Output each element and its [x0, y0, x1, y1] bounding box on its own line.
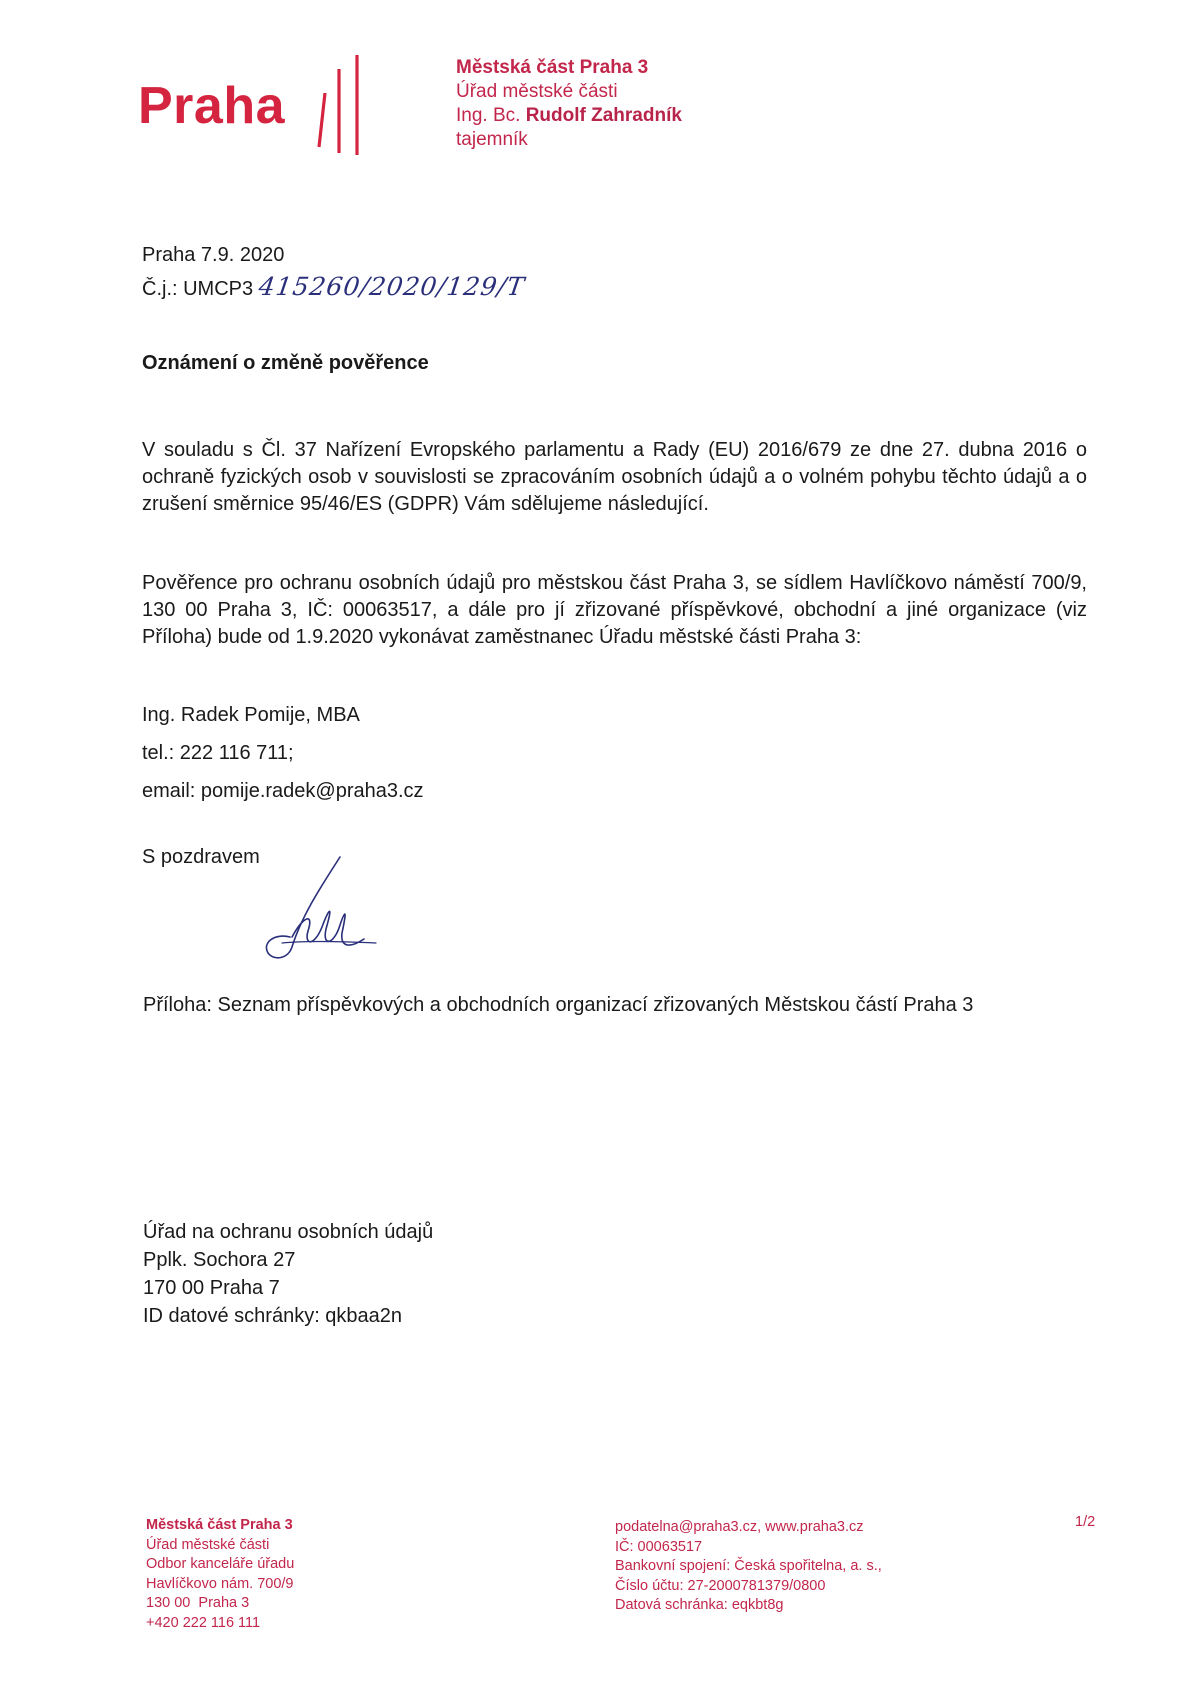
footer-line: Bankovní spojení: Česká spořitelna, a. s., [615, 1558, 882, 1574]
praha-logo-text: Praha [138, 77, 286, 135]
signature-icon [252, 855, 382, 965]
footer-line: Havlíčkovo nám. 700/9 [146, 1575, 294, 1592]
footer-line: Číslo účtu: 27-2000781379/0800 [615, 1577, 826, 1594]
footer-line: Úřad městské části [146, 1536, 270, 1553]
sender-person-prefix: Ing. Bc. [456, 105, 521, 126]
page-number: 1/2 [1075, 1514, 1096, 1530]
footer-line: 130 00 Praha 3 [146, 1595, 250, 1611]
praha-logo-bars-icon [305, 55, 365, 155]
recipient-address [143, 1218, 433, 1330]
contact-name: Ing. Radek Pomije, MBA [142, 704, 360, 726]
footer-org: Městská část Praha 3 [146, 1517, 293, 1533]
footer-line: IČ: 00063517 [615, 1538, 703, 1555]
sender-block [456, 56, 682, 152]
sender-org: Městská část Praha 3 [456, 57, 649, 78]
letter-date: Praha 7.9. 2020 [142, 244, 285, 266]
greeting: S pozdravem [142, 846, 260, 868]
recipient-line: ID datové schránky: qkbaa2n [143, 1305, 403, 1327]
reference-handwritten: 415260/2020/129/T [257, 272, 527, 301]
contact-email: email: pomije.radek@praha3.cz [142, 780, 424, 802]
footer-line: Odbor kanceláře úřadu [146, 1556, 295, 1572]
sender-person-name: Rudolf Zahradník [525, 105, 682, 126]
contact-tel: tel.: 222 116 711; [142, 742, 294, 764]
letter-subject: Oznámení o změně pověřence [142, 352, 429, 374]
paragraph-appointment: Pověřence pro ochranu osobních údajů pro městskou část Praha 3, se sídlem Havlíčkovo náměstí 700/9, 130 00 Praha 3, IČ: 00063517, a dále pro jí zřizované příspěvkové, obchodní a jiné organizace (viz Příloha) bude od 1.9.2020 vykonávat zaměstnanec Úřadu městské části Praha 3: [142, 572, 1087, 648]
footer-line: Datová schránka: eqkbt8g [615, 1597, 784, 1613]
footer-line: +420 222 116 111 [146, 1614, 261, 1631]
sender-role: tajemník [456, 129, 528, 150]
appendix-note: Příloha: Seznam příspěvkových a obchodních organizací zřizovaných Městskou částí Praha 3 [143, 994, 974, 1016]
footer-line: podatelna@praha3.cz, www.praha3.cz [615, 1519, 864, 1535]
sender-office: Úřad městské části [456, 81, 618, 102]
footer-left [146, 1516, 294, 1633]
recipient-line: 170 00 Praha 7 [143, 1277, 280, 1299]
paragraph-gdpr: V souladu s Čl. 37 Nařízení Evropského parlamentu a Rady (EU) 2016/679 ze dne 27. dubna 2016 o ochraně fyzických osob v souvislosti se zpracováním osobních údajů a o volném pohybu těchto údajů a o zrušení směrnice 95/46/ES (GDPR) Vám sdělujeme následující. [142, 439, 1087, 515]
footer-right [615, 1518, 882, 1616]
reference-label: Č.j.: UMCP3 [142, 278, 254, 300]
recipient-line: Úřad na ochranu osobních údajů [143, 1221, 434, 1243]
reference-number [142, 273, 525, 303]
recipient-line: Pplk. Sochora 27 [143, 1249, 296, 1271]
sender-person [456, 104, 682, 128]
